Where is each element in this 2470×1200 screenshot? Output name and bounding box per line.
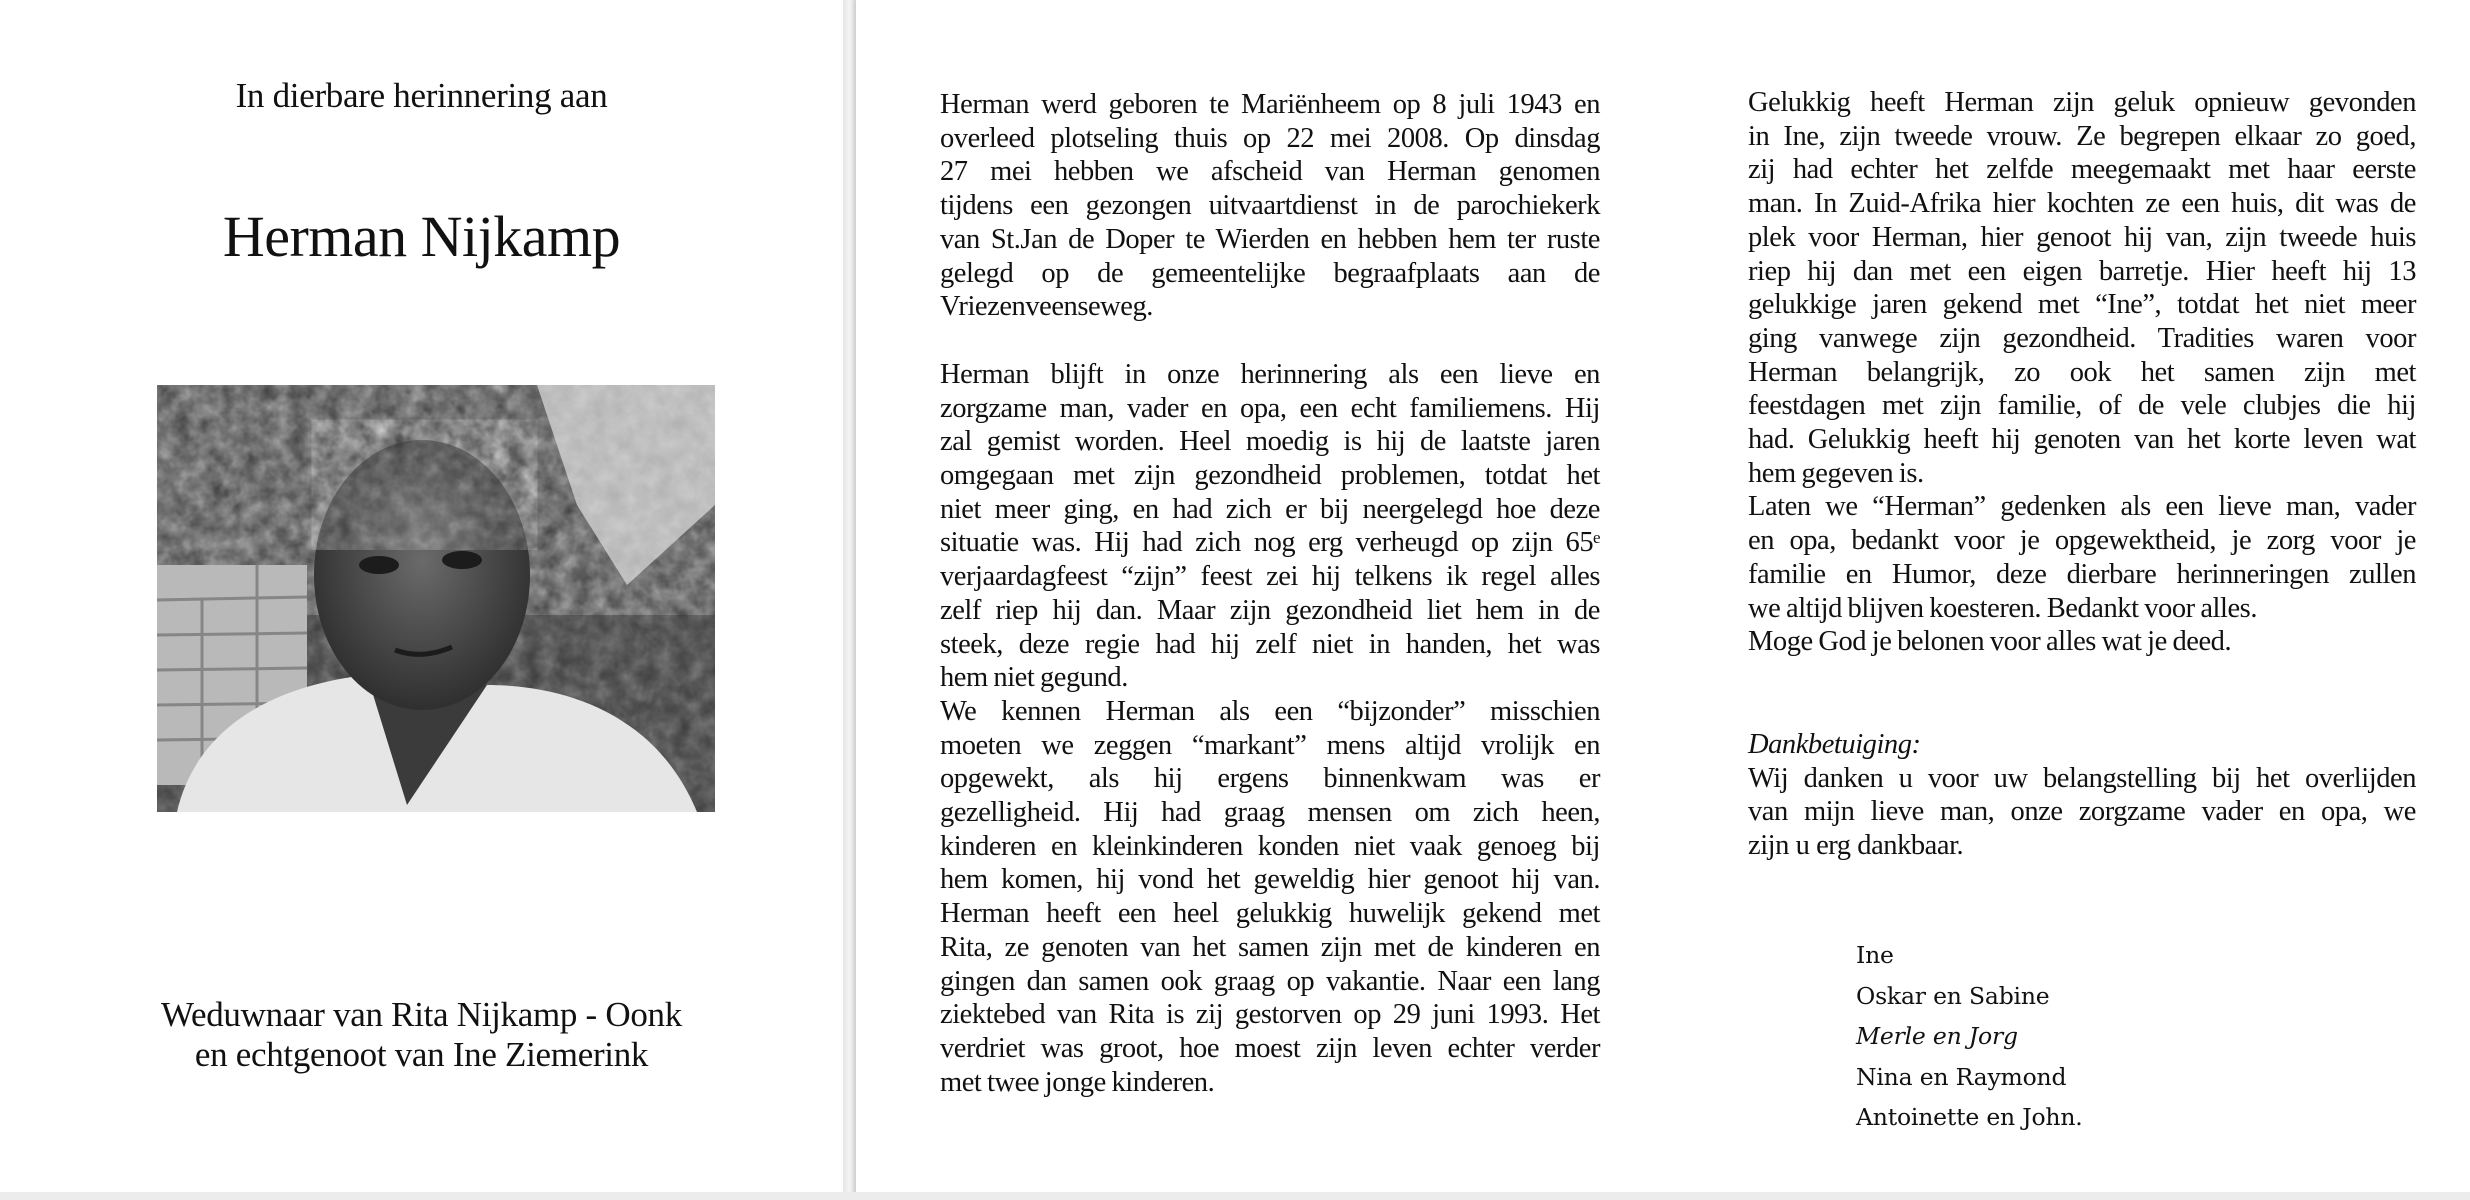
text-line: Vriezenveenseweg. xyxy=(940,291,1153,323)
text-line: plek voor Herman, hier genoot hij van, zijn tweede huis xyxy=(1748,221,2416,253)
text-line: van St.Jan de Doper te Wierden en hebben hem ter ruste xyxy=(940,223,1600,255)
text-line: Herman blijft in onze herinnering als een lieve en xyxy=(940,358,1600,390)
text-line: kinderen en kleinkinderen konden niet vaak genoeg bij xyxy=(940,830,1600,862)
acknowledgement-section xyxy=(1748,728,2416,863)
text-line: Rita, ze genoten van het samen zijn met de kinderen en xyxy=(940,931,1600,963)
deceased-name: Herman Nijkamp xyxy=(222,204,621,269)
text-line: zijn u erg dankbaar. xyxy=(1748,830,1964,862)
text-line: verdriet was groot, hoe moest zijn leven echter verder xyxy=(940,1032,1600,1064)
text-line: Herman werd geboren te Mariënheem op 8 juli 1943 en xyxy=(940,89,1600,120)
subtitle-line-1: Weduwnaar van Rita Nijkamp - Oonk xyxy=(161,995,682,1034)
text-line: 27 mei hebben we afscheid van Herman genomen xyxy=(940,156,1600,188)
paragraph-gap xyxy=(940,324,1600,358)
text-line: Herman belangrijk, zo ook het samen zijn met xyxy=(1748,356,2416,388)
text-line: familie en Humor, deze dierbare herinneringen zullen xyxy=(1748,558,2416,590)
text-line: We kennen Herman als een “bijzonder” misschien xyxy=(940,695,1600,727)
text-line: tijdens een gezongen uitvaartdienst in de parochiekerk xyxy=(940,190,1600,222)
text-line: overleed plotseling thuis op 22 mei 2008. Op dinsdag xyxy=(940,122,1600,154)
text-line: omgegaan met zijn gezondheid problemen, totdat het xyxy=(940,460,1600,492)
signatories-list xyxy=(1856,935,2083,1138)
text-line: zal gemist worden. Heel moedig is hij de laatste jaren xyxy=(940,426,1600,458)
text-line: in Ine, zijn tweede vrouw. Ze begrepen elkaar zo goed, xyxy=(1748,120,2416,152)
text-line: opgewekt, als hij ergens binnenkwam was er xyxy=(940,763,1600,795)
text-line: Laten we “Herman” gedenken als een lieve man, vader xyxy=(1748,491,2416,523)
text-line: situatie was. Hij had zich nog erg verheugd op zijn 65ᵉ xyxy=(940,527,1600,559)
text-line: hem niet gegund. xyxy=(940,662,1128,694)
signatory-name: Ine xyxy=(1856,941,1894,969)
text-line: en opa, bedankt voor je opgewektheid, je zorg voor je xyxy=(1748,525,2416,557)
biography-paragraph-1 xyxy=(940,88,1600,324)
text-line: ging vanwege zijn gezondheid. Tradities waren voor xyxy=(1748,322,2416,354)
acknowledgement-title: Dankbetuiging: xyxy=(1748,729,1921,760)
text-line: niet meer ging, en had zich er bij neergelegd hoe deze xyxy=(940,493,1600,525)
text-line: gelukkige jaren gekend met “Ine”, totdat het niet meer xyxy=(1748,289,2416,321)
text-line: steek, deze regie had hij zelf niet in handen, het was xyxy=(940,628,1600,660)
signatory-name: Merle en Jorg xyxy=(1856,1022,2018,1051)
biography-column xyxy=(940,88,1600,1099)
text-line: man. In Zuid-Afrika hier kochten ze een huis, dit was de xyxy=(1748,188,2416,220)
acknowledgement-text xyxy=(1748,762,2416,863)
signatory-name: Nina en Raymond xyxy=(1856,1062,2067,1091)
text-line: zij had echter het zelfde meegemaakt met haar eerste xyxy=(1748,154,2416,186)
remembrance-column xyxy=(1748,86,2416,659)
text-line: Herman heeft een heel gelukkig huwelijk gekend met xyxy=(940,898,1600,930)
text-line: feestdagen met zijn familie, of de vele clubjes die hij xyxy=(1748,390,2416,422)
card-fold xyxy=(843,0,856,1200)
subtitle-line-2: en echtgenoot van Ine Ziemerink xyxy=(194,1035,649,1074)
card-front-panel xyxy=(0,0,843,1200)
text-line: van mijn lieve man, onze zorgzame vader en opa, we xyxy=(1748,796,2416,828)
text-line: zorgzame man, vader en opa, een echt familiemens. Hij xyxy=(940,392,1600,424)
biography-paragraph-2 xyxy=(940,358,1600,1099)
text-line: we altijd blijven koesteren. Bedankt voor alles. xyxy=(1748,592,2258,624)
signatory-name: Oskar en Sabine xyxy=(1856,981,2050,1010)
text-line: moeten we zeggen “markant” mens altijd vrolijk en xyxy=(940,729,1600,761)
signatory-name: Antoinette en John. xyxy=(1856,1103,2083,1132)
text-line: gezelligheid. Hij had graag mensen om zich heen, xyxy=(940,797,1600,829)
text-line: hem gegeven is. xyxy=(1748,457,1924,489)
text-line: had. Gelukkig heeft hij genoten van het korte leven wat xyxy=(1748,424,2416,456)
text-line: Wij danken u voor uw belangstelling bij het overlijden xyxy=(1748,762,2416,794)
text-line: gelegd op de gemeentelijke begraafplaats aan de xyxy=(940,257,1600,289)
intro-heading: In dierbare herinnering aan xyxy=(235,76,608,115)
text-line: zelf riep hij dan. Maar zijn gezondheid liet hem in de xyxy=(940,594,1600,626)
remembrance-paragraph xyxy=(1748,86,2416,659)
text-line: ziektebed van Rita is zij gestorven op 29 juni 1993. Het xyxy=(940,999,1600,1031)
text-line: gingen dan samen ook graag op vakantie. Naar een lang xyxy=(940,965,1600,997)
text-line: Moge God je belonen voor alles wat je deed. xyxy=(1748,626,2232,658)
text-line: Gelukkig heeft Herman zijn geluk opnieuw gevonden xyxy=(1748,87,2416,118)
text-line: verjaardagfeest “zijn” feest zei hij telkens ik regel alles xyxy=(940,561,1600,593)
portrait-photo xyxy=(157,385,715,812)
text-line: riep hij dan met een eigen barretje. Hier heeft hij 13 xyxy=(1748,255,2416,287)
card-bottom-edge xyxy=(0,1192,2470,1200)
text-line: hem komen, hij vond het geweldig hier genoot hij van. xyxy=(940,864,1600,896)
text-line: met twee jonge kinderen. xyxy=(940,1066,1215,1098)
